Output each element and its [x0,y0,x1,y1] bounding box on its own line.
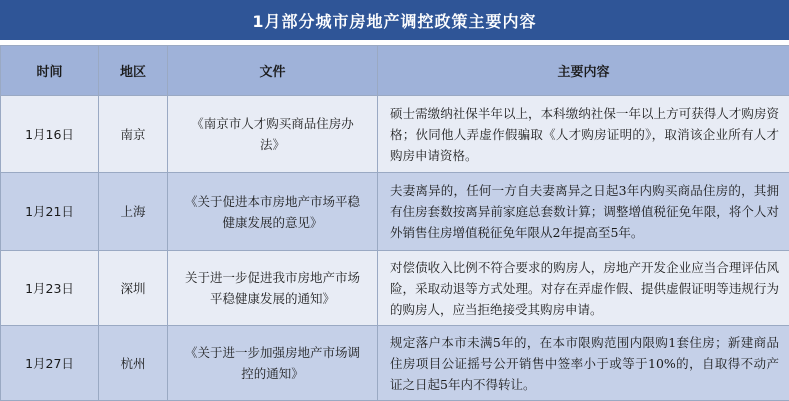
row-document: 关于进一步促进我市房地产市场平稳健康发展的通知》 [168,251,378,326]
row-content: 规定落户本市未满5年的，在本市限购范围内限购1套住房；新建商品住房项目公证摇号公开销售中签率小于或等于10%的，自取得不动产证之日起5年内不得转让。 [378,326,789,401]
row-document: 《关于进一步加强房地产市场调控的通知》 [168,326,378,401]
row-document: 《关于促进本市房地产市场平稳健康发展的意见》 [168,173,378,251]
row-date: 1月23日 [1,251,99,326]
row-region: 南京 [99,96,168,173]
table-row [1,173,789,251]
row-region: 上海 [99,173,168,251]
header-region: 地区 [99,46,168,96]
row-region: 杭州 [99,326,168,401]
table-header-row [1,46,789,96]
row-date: 1月27日 [1,326,99,401]
header-time: 时间 [1,46,99,96]
header-document: 文件 [168,46,378,96]
table-row [1,251,789,326]
header-content: 主要内容 [378,46,789,96]
row-content: 夫妻离异的，任何一方自夫妻离异之日起3年内购买商品住房的，其拥有住房套数按离异前家庭总套数计算；调整增值税征免年限，将个人对外销售住房增值税征免年限从2年提高至5年。 [378,173,789,251]
page-title: 1月部分城市房地产调控政策主要内容 [0,0,789,40]
row-date: 1月21日 [1,173,99,251]
table-row [1,326,789,401]
row-date: 1月16日 [1,96,99,173]
policy-table [0,45,789,401]
row-region: 深圳 [99,251,168,326]
row-document: 《南京市人才购买商品住房办法》 [168,96,378,173]
row-content: 对偿债收入比例不符合要求的购房人，房地产开发企业应当合理评估风险，采取动退等方式处理。对存在弄虚作假、提供虚假证明等违规行为的购房人，应当拒绝接受其购房申请。 [378,251,789,326]
row-content: 硕士需缴纳社保半年以上，本科缴纳社保一年以上方可获得人才购房资格；伙同他人弄虚作假骗取《人才购房证明的》，取消该企业所有人才购房申请资格。 [378,96,789,173]
table-row [1,96,789,173]
